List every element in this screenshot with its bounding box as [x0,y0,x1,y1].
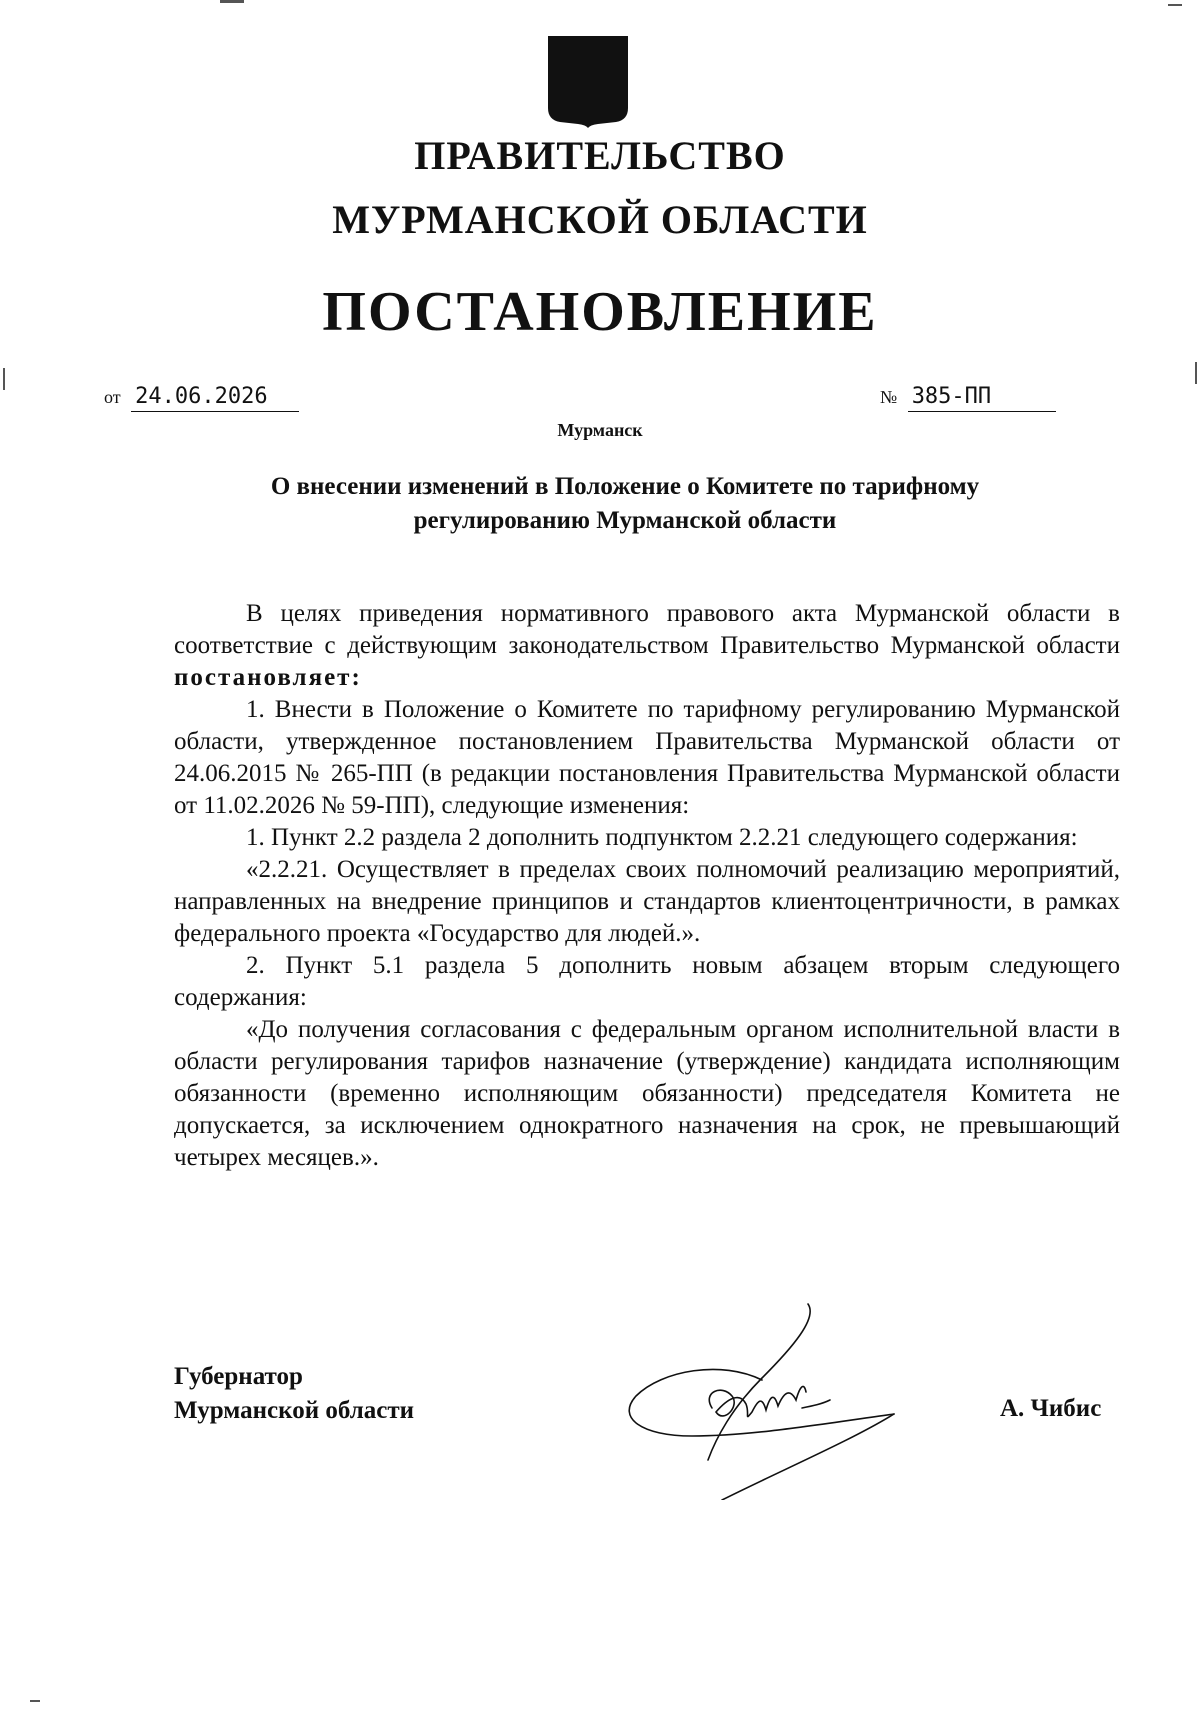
position-line-1: Губернатор [174,1363,303,1390]
resolves-keyword: постановляет: [174,664,362,691]
scan-artifact [30,1700,40,1702]
title-line-2: регулированию Мурманской области [413,507,837,534]
paragraph-4: 2. Пункт 5.1 раздела 5 дополнить новым абзацем вторым следующего содержания: [174,952,1120,1011]
city: Мурманск [557,420,643,440]
scan-artifact [220,0,244,3]
org-name-line-2: МУРМАНСКОЙ ОБЛАСТИ [332,197,868,242]
position-line-2: Мурманской области [174,1397,415,1424]
paragraph-3: «2.2.21. Осуществляет в пределах своих полномочий реализацию мероприятий, направленных на внедрение принципов и стандартов клиентоцентричности, в рамках федерального проекта «Государство для людей.». [174,856,1120,947]
date-field [104,384,299,412]
handwritten-signature [612,1300,912,1500]
paragraph-5: «До получения согласования с федеральным органом исполнительной власти в области регулирования тарифов назначение (утверждение) кандидата исполняющим обязанности (временно исполняющим обязанности) председателя Комитета не допускается, за исключением однократного назначения на срок, не превышающий четырех месяцев.». [174,1016,1120,1171]
document-number: 385-ПП [908,384,1056,412]
title-line-1: О внесении изменений в Положение о Комитете по тарифному [270,473,980,500]
document-title [200,470,1050,538]
paragraph-2: 1. Пункт 2.2 раздела 2 дополнить подпунктом 2.2.21 следующего содержания: [246,824,1078,851]
document-body [174,598,1120,1174]
coat-of-arms-icon [546,34,630,128]
number-field [880,384,1056,412]
date-prefix: от [104,387,121,407]
paragraph-1: 1. Внести в Положение о Комитете по тарифному регулированию Мурманской области, утвержденное постановлением Правительства Мурманской области от 24.06.2015 № 265-ПП (в редакции постановления Правительства Мурманской области от 11.02.2026 № 59-ПП), следующие изменения: [174,696,1120,819]
intro-paragraph [174,598,1120,694]
number-prefix: № [880,387,898,407]
org-name-line-1: ПРАВИТЕЛЬСТВО [414,133,786,178]
scan-artifact [1195,362,1197,384]
scan-artifact [1168,4,1182,6]
scan-artifact [3,368,5,390]
intro-text: В целях приведения нормативного правового акта Мурманской области в соответствие с действующим законодательством Правительство Мурманской области [174,600,1120,659]
document-type: ПОСТАНОВЛЕНИЕ [322,281,878,343]
signatory-name: А. Чибис [1000,1395,1102,1422]
signatory-position [174,1360,414,1428]
document-date: 24.06.2026 [131,384,299,412]
